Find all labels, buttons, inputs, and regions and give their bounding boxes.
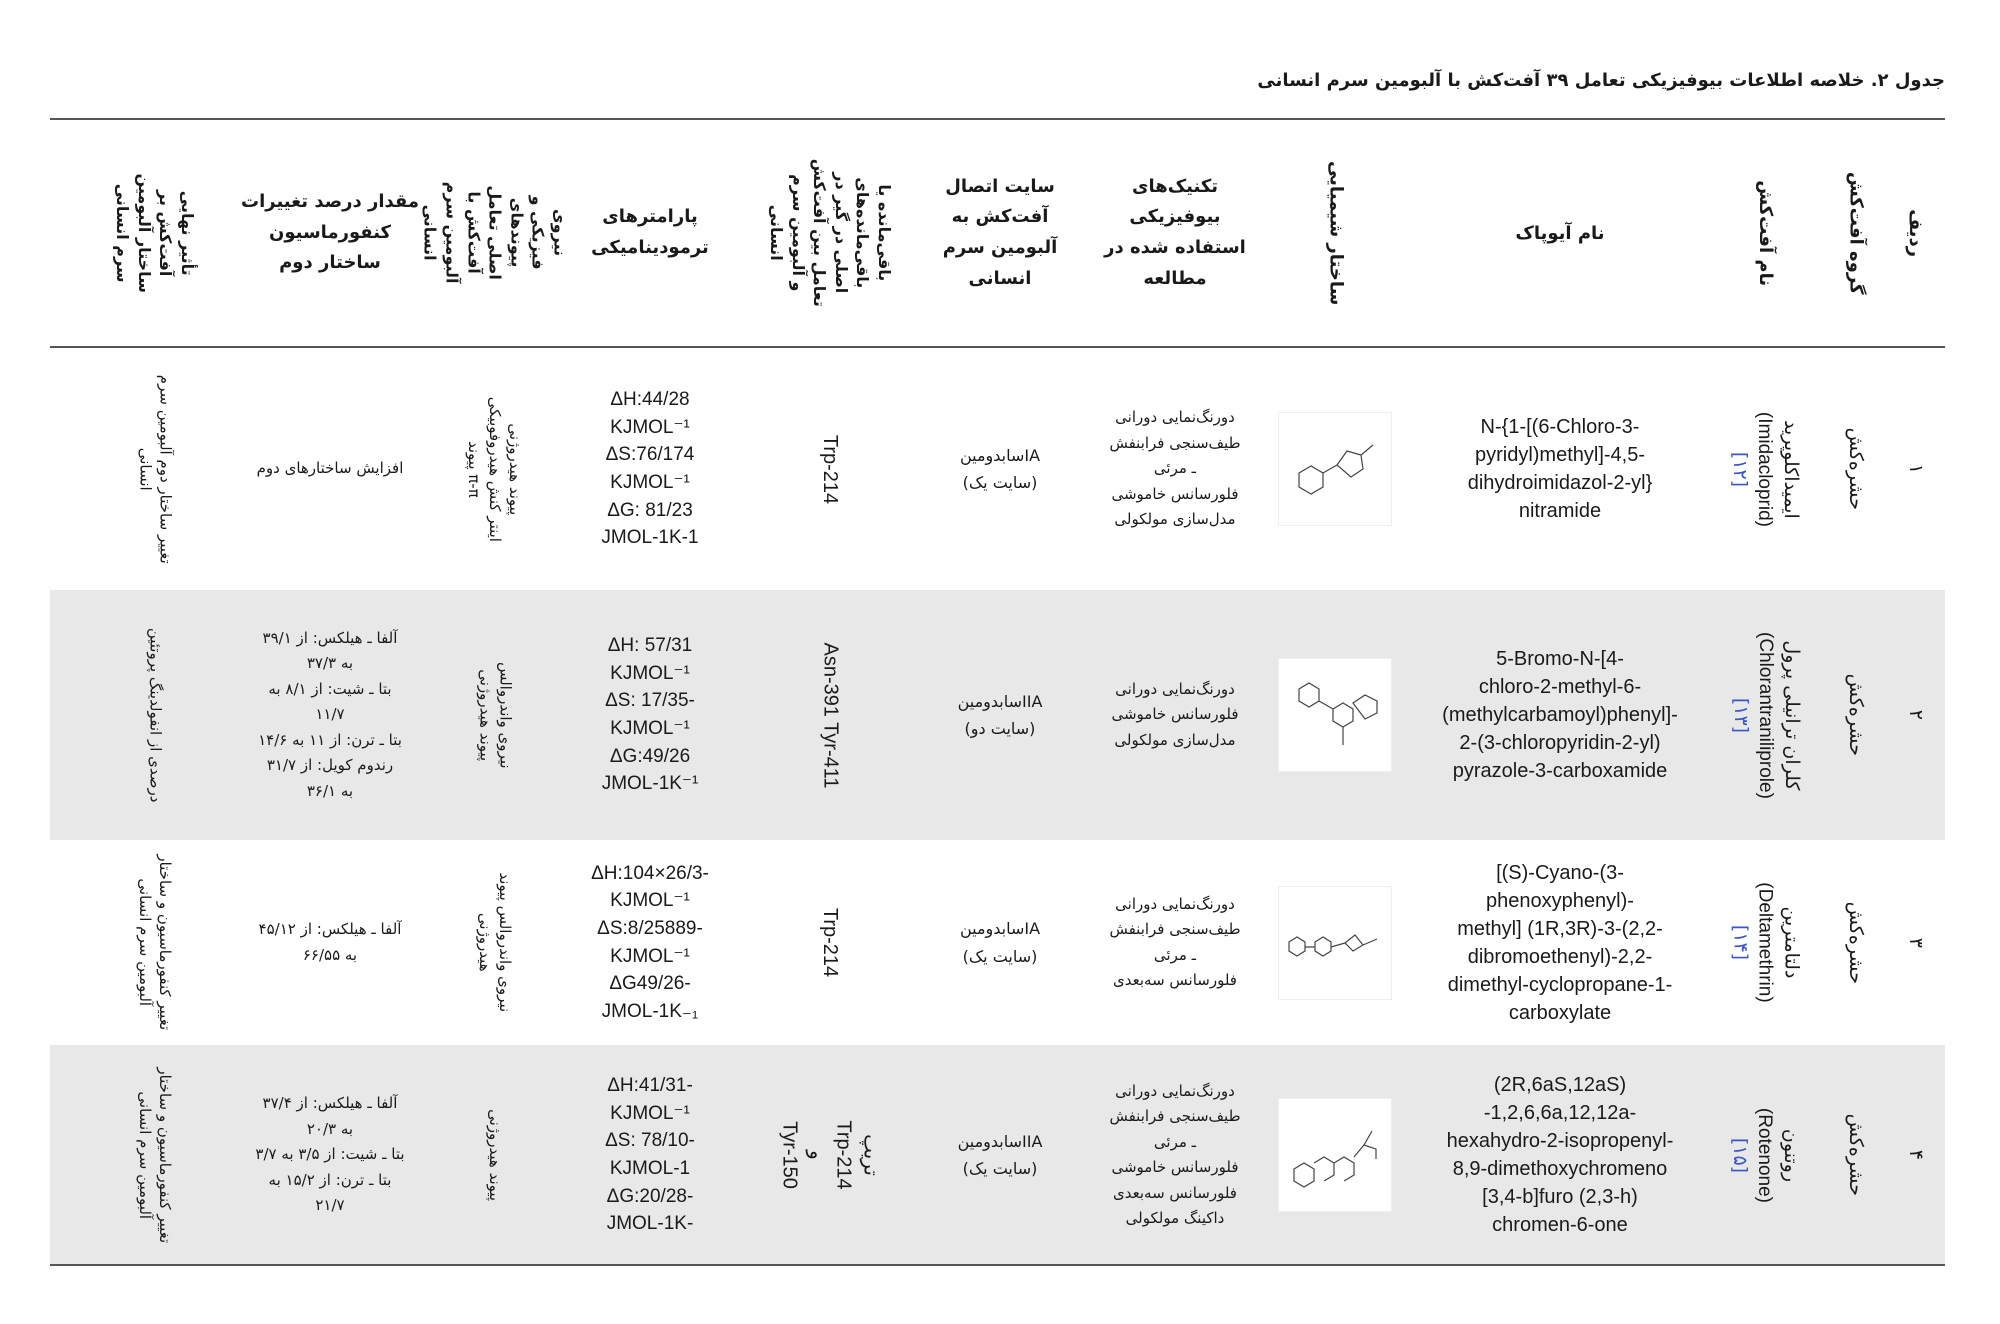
secondary-structure [220, 1045, 440, 1265]
reference-link[interactable]: [۱۲] [1729, 451, 1752, 487]
pest-name-en: (Deltamethrin) [1754, 882, 1776, 1003]
pest-name [1710, 1045, 1820, 1265]
physical-forces-text-line: π-π پیوند [465, 440, 484, 498]
binding-site-text-line: IAسابدومین [959, 919, 1041, 939]
iupac-name [1410, 840, 1710, 1045]
row-number-text: ۴ [1904, 1149, 1927, 1161]
chemical-structure [1260, 590, 1410, 840]
iupac-name-text [1442, 645, 1678, 785]
iupac-name-text-line: (2R,6aS,12aS) [1493, 1074, 1627, 1096]
physical-forces-text-line: نیروی واندروالس [496, 661, 515, 769]
final-effect-text [135, 855, 176, 1031]
header-forces [421, 120, 570, 346]
header-techniques-text: تکنیک‌های بیوفیزیکی استفاده شده در مطالعه [1104, 175, 1246, 289]
header-effect-text: تأثیر نهایی آفت‌کش بر ساختار آلبومین سرم انسانی [113, 173, 198, 293]
thermo-params-text-line: KJMOL⁻¹ [610, 945, 690, 967]
pest-name-fa: روتنون [1780, 1128, 1803, 1182]
final-effect-text-line: آلبومین سرم انسانی [136, 878, 155, 1007]
row-number [1890, 348, 1940, 590]
row-number [1890, 1045, 1940, 1265]
iupac-name [1410, 590, 1710, 840]
header-site-text: سایت اتصال آفت‌کش به آلبومین سرم انسانی [942, 175, 1058, 289]
techniques [1090, 590, 1260, 840]
thermo-params-text-line: ΔG49/26- [609, 973, 691, 995]
final-effect [90, 840, 220, 1045]
residues-text [776, 1120, 884, 1189]
final-effect-text-line: آلبومین سرم انسانی [136, 1091, 155, 1219]
thermo-params-text-line: JMOL-1K⁻¹ [601, 773, 699, 795]
iupac-name-text-line: pyridyl)methyl]-4,5- [1474, 444, 1646, 466]
header-row-no [1890, 120, 1940, 346]
binding-site-text-line: (سایت یک) [962, 946, 1038, 966]
binding-site [910, 1045, 1090, 1265]
molecule-image [1278, 658, 1392, 772]
residues [750, 348, 910, 590]
thermo-params-text-line: ΔG: 81/23 [607, 499, 693, 521]
header-iupac [1410, 120, 1710, 346]
iupac-name-text-line: pyrazole-3-carboxamide [1452, 760, 1668, 782]
thermo-params [550, 840, 750, 1045]
thermo-params-text-line: KJMOL-1 [609, 1158, 691, 1179]
residues [750, 590, 910, 840]
chemical-structure [1260, 348, 1410, 590]
iupac-name-text-line: dimethyl-cyclopropane-1- [1447, 973, 1673, 996]
binding-site-text [958, 1128, 1043, 1182]
secondary-structure-text-line: رندوم کویل: از ۳۱/۷ [266, 756, 394, 775]
thermo-params-text-line: ΔH:41/31- [607, 1075, 693, 1097]
header-forces-text: نیروی فیزیکی و پیوندهای اصلی تعامل آفت‌کش با آلبومین سرم انسانی [421, 182, 570, 284]
reference-link[interactable]: [۱۳] [1729, 697, 1752, 733]
header-effect [90, 120, 220, 346]
secondary-structure [220, 840, 440, 1045]
row-number [1890, 840, 1940, 1045]
pest-name-en: (Rotenone) [1754, 1107, 1776, 1203]
iupac-name-text-line: -1,2,6,6a,12,12a- [1483, 1102, 1637, 1124]
residues-text-line: و [805, 1150, 828, 1160]
molecule-image [1278, 412, 1392, 526]
header-row-no-text: ردیف [1905, 209, 1927, 257]
secondary-structure-text [255, 1091, 404, 1219]
techniques [1090, 840, 1260, 1045]
binding-site-text-line: IIAسابدومین [957, 691, 1043, 711]
iupac-name-text-line: nitramide [1518, 500, 1602, 522]
techniques-text [1109, 892, 1240, 994]
techniques-text-line: داکینگ مولکولی [1125, 1209, 1225, 1227]
physical-forces-text [475, 873, 516, 1013]
secondary-structure-text-line: افزایش ساختارهای دوم [256, 459, 404, 478]
secondary-structure-text [259, 917, 402, 968]
pest-group-text: حشره‌کش [1844, 673, 1867, 757]
secondary-structure-text-line: آلفا ـ هیلکس: از ۴۵/۱۲ [258, 920, 402, 938]
row-number-text: ۳ [1904, 937, 1927, 948]
thermo-params-text [605, 1072, 695, 1237]
thermo-params-text-line: ΔH:104×26/3- [591, 862, 709, 884]
thermo-params-text-line: ΔS:76/174 [605, 444, 695, 466]
pest-name [1710, 590, 1820, 840]
header-residues-text: باقی‌مانده یا باقی‌مانده‌های اصلی در گیر در تعامل بین آفت‌کش و آلبومین سرم انسانی [766, 158, 894, 308]
pest-name-en: (Chlorantraniliprole) [1754, 631, 1776, 799]
header-structure-text: ساختار شیمیایی [1325, 160, 1347, 306]
header-residues [750, 120, 910, 346]
secondary-structure [220, 590, 440, 840]
chemical-structure [1260, 1045, 1410, 1265]
pest-group-text: حشره‌کش [1844, 901, 1867, 984]
binding-site-text [958, 688, 1043, 742]
residues-text-line: Tyr-150 [778, 1121, 801, 1189]
iupac-name-text-line: dibromoethenyl)-2,2- [1467, 945, 1653, 968]
final-effect-text-line: انسانی [136, 447, 154, 491]
row-number [1890, 590, 1940, 840]
iupac-name-text-line: (methylcarbamoyl)phenyl]- [1442, 704, 1678, 726]
binding-site [910, 590, 1090, 840]
thermo-params-text [602, 632, 699, 797]
thermo-params [550, 590, 750, 840]
reference-link[interactable]: [۱۵] [1729, 1137, 1752, 1173]
pest-name [1710, 840, 1820, 1045]
thermo-params [550, 348, 750, 590]
pest-name-block [1727, 411, 1804, 526]
techniques-text-line: فلورسانس خاموشی [1111, 705, 1239, 724]
binding-site-text [960, 915, 1040, 969]
secondary-structure-text-line: آلفا ـ هیلکس: از ۳۷/۴ [262, 1094, 398, 1113]
residues [750, 1045, 910, 1265]
thermo-params-text [601, 386, 698, 551]
thermo-params-text-line: KJMOL⁻¹ [610, 890, 690, 912]
physical-forces [440, 1045, 550, 1265]
techniques-text-line: طیف‌سنجی فرابنفش [1109, 1107, 1241, 1125]
iupac-name-text-line: 5-Bromo-N-[4- [1496, 648, 1624, 670]
pest-name [1710, 348, 1820, 590]
final-effect [90, 1045, 220, 1265]
iupac-name-text-line: N-{1-[(6-Chloro-3- [1480, 416, 1640, 438]
thermo-params-text-line: ΔS: 17/35- [605, 690, 695, 712]
row-number-text: ۱ [1904, 463, 1927, 475]
iupac-name-text-line: dihydroimidazol-2-yl} [1467, 472, 1653, 494]
header-iupac-text: نام آیوپاک [1515, 222, 1605, 244]
final-effect-text [145, 628, 165, 803]
header-structure [1260, 120, 1410, 346]
final-effect [90, 590, 220, 840]
techniques-text-line: مدل‌سازی مولکولی [1114, 730, 1236, 749]
techniques-text-line: فلورسانس خاموشی [1111, 1158, 1239, 1176]
binding-site-text-line: (سایت یک) [962, 1159, 1038, 1178]
pest-group-text: حشره‌کش [1844, 1113, 1867, 1197]
header-thermo-text: پارامترهای ترمودینامیکی [591, 206, 709, 258]
thermo-params [550, 1045, 750, 1265]
thermo-params-text-line: ΔG:49/26 [609, 745, 691, 767]
techniques-text [1109, 1079, 1240, 1232]
thermo-params-text-line: KJMOL⁻¹ [610, 1102, 690, 1124]
physical-forces-text-line: اینتر کنش هیدروفوبیکی [486, 396, 505, 542]
thermo-params-text-line: ΔH:44/28 [610, 389, 690, 411]
secondary-structure-text-line: بتا ـ شیت: از ۸/۱ به [268, 679, 392, 698]
secondary-structure-text [257, 456, 404, 482]
iupac-name-text [1447, 1071, 1674, 1239]
thermo-params-text-line: KJMOL⁻¹ [610, 662, 690, 684]
secondary-structure-text-line: به ۶۶/۵۵ [302, 945, 358, 964]
pest-name-en: (Imidacloprid) [1754, 411, 1776, 527]
header-secondary-text: مقدار درصد تغییرات کنفورماسیون ساختار دوم [240, 191, 420, 274]
final-effect-text [135, 375, 176, 564]
techniques-text-line: مدل‌سازی مولکولی [1114, 510, 1236, 529]
pest-name-fa: دلتامترین [1780, 906, 1803, 979]
reference-link[interactable]: [۱۴] [1729, 924, 1752, 961]
secondary-structure-text-line: بتا ـ ترن: از ۱۱ به ۱۴/۶ [258, 730, 402, 749]
thermo-params-text-line: KJMOL⁻¹ [610, 718, 690, 739]
physical-forces [440, 348, 550, 590]
pest-name-block [1727, 882, 1804, 1002]
header-pest-name-text: نام آفت‌کش [1755, 180, 1777, 286]
secondary-structure-text-line: به ۳۷/۳ [306, 654, 354, 673]
secondary-structure-text-line: به ۲۰/۳ [306, 1119, 354, 1138]
header-secondary [220, 120, 440, 346]
secondary-structure-text-line: آلفا ـ هیلکس: از ۳۹/۱ [262, 628, 398, 647]
techniques-text-line: طیف‌سنجی فرابنفش [1109, 433, 1241, 452]
techniques-text-line: ـ مرئی [1153, 945, 1197, 964]
iupac-name-text-line: methyl] (1R,3R)-3-(2,2- [1457, 917, 1663, 940]
techniques-text-line: دورنگ‌نمایی دورانی [1115, 408, 1235, 427]
techniques-text-line: دورنگ‌نمایی دورانی [1115, 679, 1235, 698]
pest-name-block [1727, 632, 1804, 799]
pest-name-fa: کلران ترانیلی پرول [1780, 639, 1803, 791]
header-pest-group [1820, 120, 1890, 346]
secondary-structure-text [258, 626, 402, 805]
chemical-structure [1260, 840, 1410, 1045]
residues-text-line: تریپ [859, 1134, 882, 1176]
iupac-name [1410, 1045, 1710, 1265]
iupac-name-text-line: phenoxyphenyl)- [1486, 889, 1634, 912]
thermo-params-text-line: ΔH: 57/31 [607, 635, 693, 657]
header-pest-group-text: گروه آفت‌کش [1845, 171, 1867, 295]
row-number-text: ۲ [1904, 709, 1927, 721]
techniques-text-line: فلورسانس خاموشی [1111, 484, 1239, 503]
iupac-name-text-line: carboxylate [1508, 1001, 1612, 1024]
physical-forces [440, 840, 550, 1045]
table-caption: جدول ۲. خلاصه اطلاعات بیوفیزیکی تعامل ۳۹ آفت‌کش با آلبومین سرم انسانی [1257, 70, 1945, 91]
thermo-params-text-line: KJMOL⁻¹ [610, 416, 690, 438]
iupac-name-text [1468, 413, 1653, 525]
iupac-name-text-line: 8,9-dimethoxychromeno [1452, 1158, 1668, 1180]
techniques [1090, 348, 1260, 590]
physical-forces-text [465, 396, 526, 541]
final-effect-text [135, 1067, 176, 1243]
header-site [910, 120, 1090, 346]
techniques-text-line: طیف‌سنجی فرابنفش [1109, 920, 1241, 938]
pest-group [1820, 1045, 1890, 1265]
molecule-image [1278, 1098, 1392, 1212]
binding-site-text-line: IAسابدومین [959, 445, 1041, 465]
thermo-params-text-line: ΔS: 78/10- [605, 1130, 695, 1152]
thermo-params-text-line: ΔG:20/28- [606, 1185, 694, 1207]
final-effect-text-line: تغییر ساختار دوم آلبومین سرم [156, 374, 175, 564]
techniques-text [1109, 405, 1240, 533]
header-techniques [1090, 120, 1260, 346]
pest-group-text: حشره‌کش [1844, 427, 1867, 511]
iupac-name [1410, 348, 1710, 590]
residues-text [816, 908, 843, 977]
physical-forces-text [475, 662, 516, 769]
physical-forces-text-line: پیوند هیدروژنی [506, 422, 525, 515]
techniques-text-line: ـ مرئی [1153, 1132, 1197, 1151]
physical-forces-text-line: نیروی واندروالس پیوند [496, 872, 515, 1013]
pest-group [1820, 590, 1890, 840]
binding-site [910, 348, 1090, 590]
iupac-name-text-line: chloro-2-methyl-6- [1478, 676, 1642, 698]
thermo-params-text-line: JMOL-1K₋₁ [601, 1000, 699, 1022]
physical-forces [440, 590, 550, 840]
pest-name-block [1727, 1107, 1804, 1202]
techniques-text-line: ـ مرئی [1153, 459, 1197, 478]
thermo-params-text [591, 860, 709, 1025]
molecule-image [1278, 886, 1392, 1000]
techniques-text [1111, 677, 1238, 754]
thermo-params-text-line: JMOL-1K- [606, 1213, 694, 1235]
techniques-text-line: دورنگ‌نمایی دورانی [1115, 894, 1235, 913]
pest-name-fa: ایمیداکلوپرید [1780, 419, 1803, 519]
physical-forces-text-line: هیدروژنی [476, 913, 494, 972]
techniques-text-line: فلورسانس سه‌بعدی [1113, 971, 1237, 989]
iupac-name-text-line: [(S)-Cyano-(3- [1496, 861, 1624, 884]
residues-text-line: Trp-214 [819, 907, 842, 978]
binding-site-text-line: IIAسابدومین [957, 1131, 1043, 1151]
pest-group [1820, 840, 1890, 1045]
data-table [50, 118, 1945, 1266]
pest-group [1820, 348, 1890, 590]
iupac-name-text-line: hexahydro-2-isopropenyl- [1446, 1130, 1674, 1152]
thermo-params-text-line: KJMOL⁻¹ [610, 472, 690, 493]
residues-text [816, 434, 843, 503]
binding-site-text-line: (سایت یک) [962, 473, 1038, 492]
thermo-params-text-line: JMOL-1K-1 [601, 527, 699, 549]
secondary-structure-text-line: به ۳۶/۱ [306, 781, 354, 800]
final-effect-text-line: تغییر کنفورماسیون و ساختار [156, 854, 175, 1031]
residues-text-line: Trp-214 [832, 1120, 855, 1190]
iupac-name-text [1448, 859, 1673, 1027]
binding-site-text [960, 442, 1040, 496]
header-pest-name [1710, 120, 1820, 346]
physical-forces-text-line: پیوند هیدروژنی [486, 1109, 505, 1201]
thermo-params-text-line: ΔS:8/25889- [597, 917, 703, 939]
techniques-text-line: دورنگ‌نمایی دورانی [1115, 1081, 1235, 1100]
secondary-structure-text-line: ۱۱/۷ [315, 705, 345, 724]
header-thermo [550, 120, 750, 346]
iupac-name-text-line: chromen-6-one [1492, 1214, 1628, 1236]
secondary-structure-text-line: بتا ـ ترن: از ۱۵/۲ به [268, 1170, 392, 1189]
final-effect [90, 348, 220, 590]
secondary-structure-text-line: ۲۱/۷ [315, 1196, 345, 1215]
physical-forces-text [485, 1109, 505, 1201]
techniques [1090, 1045, 1260, 1265]
residues-text [816, 642, 843, 788]
secondary-structure-text-line: بتا ـ شیت: از ۳/۵ به ۳/۷ [255, 1145, 405, 1164]
iupac-name-text-line: 2-(3-chloropyridin-2-yl) [1459, 732, 1661, 754]
secondary-structure [220, 348, 440, 590]
final-effect-text-line: تغییر کنفورماسیون و ساختار [156, 1067, 175, 1243]
techniques-text-line: فلورسانس سه‌بعدی [1113, 1183, 1237, 1202]
final-effect-text-line: درصدی از انفولدینگ پروتئین [146, 627, 165, 803]
residues-text-line: Trp-214 [819, 434, 842, 504]
binding-site [910, 840, 1090, 1045]
residues [750, 840, 910, 1045]
iupac-name-text-line: [3,4-b]furo (2,3-h) [1482, 1186, 1638, 1208]
residues-text-line: Asn-391 Tyr-411 [819, 641, 842, 789]
binding-site-text-line: (سایت دو) [964, 719, 1036, 738]
physical-forces-text-line: پیوند هیدروژنی [475, 668, 494, 761]
